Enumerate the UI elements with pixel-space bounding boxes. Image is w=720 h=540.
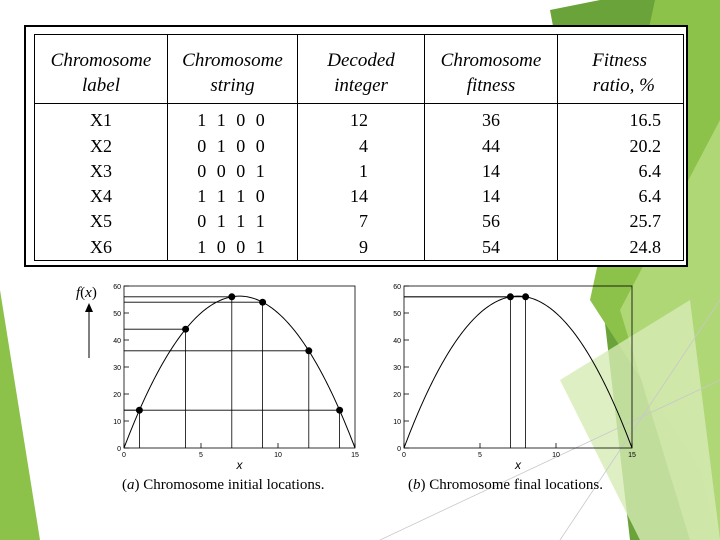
y-tick-label: 60 [113, 284, 121, 291]
x-tick-label: 15 [628, 452, 636, 459]
plot-b [393, 284, 636, 472]
y-tick-label: 50 [393, 311, 401, 318]
cell-fitness: 14 [482, 160, 500, 181]
y-tick-label: 50 [113, 311, 121, 318]
y-tick-label: 40 [113, 338, 121, 345]
chromosome-marker [305, 347, 312, 354]
header-text: Chromosome [440, 50, 542, 71]
cell-ratio: 24.8 [629, 236, 661, 257]
chromosome-marker [336, 407, 343, 414]
y-tick-label: 10 [393, 419, 401, 426]
plot-frame [404, 286, 632, 448]
x-axis-label: x [515, 458, 521, 472]
fx-fn: f [76, 285, 81, 301]
y-tick-label: 20 [113, 392, 121, 399]
header-text: Chromosome [50, 50, 152, 71]
fx-arrow-head [85, 303, 93, 312]
x-tick-label: 10 [552, 452, 560, 459]
chromosome-marker [228, 293, 235, 300]
fitness-curve [404, 296, 632, 448]
cell-fitness: 44 [482, 135, 500, 156]
header-text: Decoded [327, 50, 395, 71]
caption-b-letter: b [413, 477, 421, 493]
cell-ratio: 20.2 [629, 135, 661, 156]
cell-string: 1 0 0 1 [197, 236, 268, 257]
chromosome-marker [259, 299, 266, 306]
y-tick-label: 30 [393, 365, 401, 372]
cell-string: 0 1 0 0 [197, 135, 268, 156]
plot-frame [124, 286, 355, 448]
header-text: label [82, 75, 120, 96]
caption-a-letter: a [127, 477, 135, 493]
header-text: ratio, % [592, 75, 655, 96]
cell-fitness: 14 [482, 186, 500, 207]
cell-integer: 12 [350, 110, 368, 131]
cell-ratio: 6.4 [638, 186, 661, 207]
cell-label: X2 [90, 135, 112, 156]
fx-paren-open: ( [80, 285, 86, 301]
cell-string: 1 1 0 0 [197, 110, 268, 131]
fx-paren-close: ) [91, 285, 97, 301]
chromosome-marker [182, 326, 189, 333]
plot-a [113, 284, 359, 472]
caption-b: (b) Chromosome final locations. [408, 477, 603, 493]
y-tick-label: 30 [113, 365, 121, 372]
cell-ratio: 6.4 [638, 160, 661, 181]
fx-arg: x [85, 285, 92, 301]
cell-integer: 1 [359, 160, 368, 181]
x-axis-label: x [236, 458, 243, 472]
x-tick-label: 15 [351, 452, 359, 459]
y-tick-label: 20 [393, 392, 401, 399]
cell-integer: 9 [359, 236, 368, 257]
cell-string: 0 0 0 1 [197, 160, 268, 181]
fx-axis-label [76, 285, 97, 301]
y-tick-label: 60 [393, 284, 401, 291]
cell-label: X6 [90, 236, 112, 257]
caption-a-text: Chromosome initial locations. [139, 477, 325, 493]
header-text: fitness [466, 75, 516, 96]
x-tick-label: 5 [478, 452, 482, 459]
x-tick-label: 5 [199, 452, 203, 459]
caption-a: (a) Chromosome initial locations. [122, 477, 325, 493]
caption-b-text: Chromosome final locations. [425, 477, 603, 493]
y-tick-label: 0 [397, 446, 401, 453]
x-tick-label: 0 [122, 452, 126, 459]
cell-fitness: 54 [482, 236, 500, 257]
x-tick-label: 0 [402, 452, 406, 459]
cell-fitness: 36 [482, 110, 500, 131]
header-text: string [210, 75, 255, 96]
y-tick-label: 10 [113, 419, 121, 426]
cell-string: 0 1 1 1 [197, 211, 268, 232]
fitness-curve [124, 296, 355, 448]
x-tick-label: 10 [274, 452, 282, 459]
header-text: Chromosome [182, 50, 283, 71]
chromosome-marker [522, 293, 529, 300]
cell-integer: 7 [359, 211, 368, 232]
y-tick-label: 40 [393, 338, 401, 345]
cell-integer: 4 [359, 135, 368, 156]
cell-string: 1 1 1 0 [197, 186, 268, 207]
cell-label: X3 [90, 160, 112, 181]
cell-label: X4 [90, 186, 112, 207]
cell-label: X5 [90, 211, 112, 232]
cell-fitness: 56 [482, 211, 500, 232]
y-tick-label: 0 [117, 446, 121, 453]
header-text: integer [334, 75, 388, 96]
header-text: Fitness [592, 50, 647, 71]
cell-integer: 14 [350, 186, 368, 207]
cell-label: X1 [90, 110, 112, 131]
cell-ratio: 16.5 [629, 110, 661, 131]
cell-ratio: 25.7 [629, 211, 661, 232]
